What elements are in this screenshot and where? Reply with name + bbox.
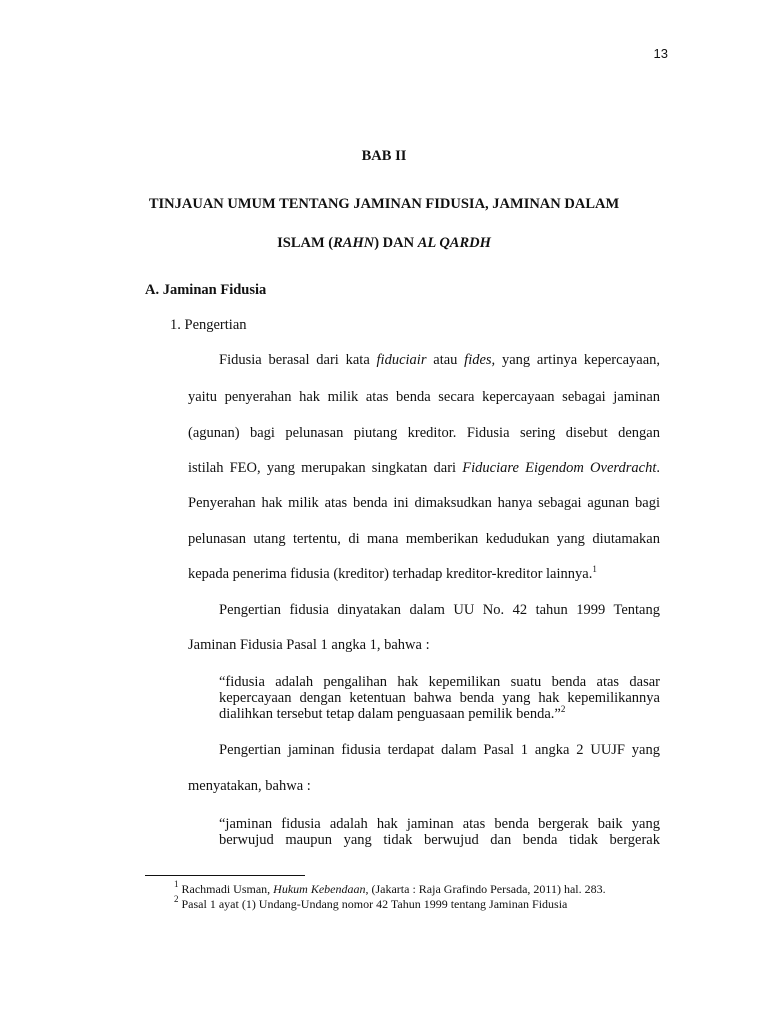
quote-2-line-2: berwujud maupun yang tidak berwujud dan benda tidak bergerak <box>219 832 660 848</box>
footnote-1: $^1$ Rachmadi Usman, Hukum Kebendaan, (Jakarta : Raja Grafindo Persada, 2011) hal. 283. <box>174 879 606 896</box>
quote-2-line-1: “jaminan fidusia adalah hak jaminan atas benda bergerak baik yang <box>219 816 660 832</box>
paragraph-1-line-5: Penyerahan hak milik atas benda ini dimaksudkan hanya sebagai agunan bagi <box>188 495 660 511</box>
chapter-title-line-1: TINJAUAN UMUM TENTANG JAMINAN FIDUSIA, JAMINAN DALAM <box>148 196 620 212</box>
paragraph-2-line-1: Pengertian fidusia dinyatakan dalam UU No. 42 tahun 1999 Tentang <box>219 602 660 618</box>
block-quote-2 <box>219 816 660 848</box>
block-quote-1 <box>219 674 660 722</box>
paragraph-3-line-1: Pengertian jaminan fidusia terdapat dalam Pasal 1 angka 2 UUJF yang <box>219 742 660 758</box>
footnote-separator <box>145 875 305 876</box>
chapter-title-line-2: ISLAM (RAHN) DAN AL QARDH <box>277 235 491 251</box>
paragraph-1-line-2: yaitu penyerahan hak milik atas benda secara kepercayaan sebagai jaminan <box>188 389 660 405</box>
subsection-heading: 1. Pengertian <box>170 317 247 333</box>
paragraph-3-line-2: menyatakan, bahwa : <box>188 778 311 794</box>
quote-1-line-2: kepercayaan dengan ketentuan bahwa benda yang hak kepemilikannya <box>219 690 660 706</box>
quote-1-line-1: “fidusia adalah pengalihan hak kepemilikan suatu benda atas dasar <box>219 674 660 690</box>
quote-1-line-3: dialihkan tersebut tetap dalam penguasaan pemilik benda.”$^2$ <box>219 704 566 722</box>
section-heading: A. Jaminan Fidusia <box>145 282 267 298</box>
paragraph-2-line-2: Jaminan Fidusia Pasal 1 angka 1, bahwa : <box>188 637 430 653</box>
paragraph-1-line-4: istilah FEO, yang merupakan singkatan dari Fiduciare Eigendom Overdracht. <box>188 460 660 476</box>
footnote-ref-2: 2 <box>560 704 566 714</box>
paragraph-1-line-1: Fidusia berasal dari kata fiduciair atau fides, yang artinya kepercayaan, <box>219 352 661 368</box>
page-number: 13 <box>653 46 668 61</box>
footnote-2: $^2$ Pasal 1 ayat (1) Undang-Undang nomor 42 Tahun 1999 tentang Jaminan Fidusia <box>174 894 568 911</box>
chapter-heading: BAB II <box>361 148 407 164</box>
paragraph-1-line-3: (agunan) bagi pelunasan piutang kreditor. Fidusia sering disebut dengan <box>188 425 660 441</box>
footnote-ref-1: 1 <box>592 564 597 574</box>
paragraph-1-line-7: kepada penerima fidusia (kreditor) terhadap kreditor-kreditor lainnya.$^1$ <box>188 564 597 582</box>
paragraph-1-line-6: pelunasan utang tertentu, di mana memberikan kedudukan yang diutamakan <box>188 531 660 547</box>
